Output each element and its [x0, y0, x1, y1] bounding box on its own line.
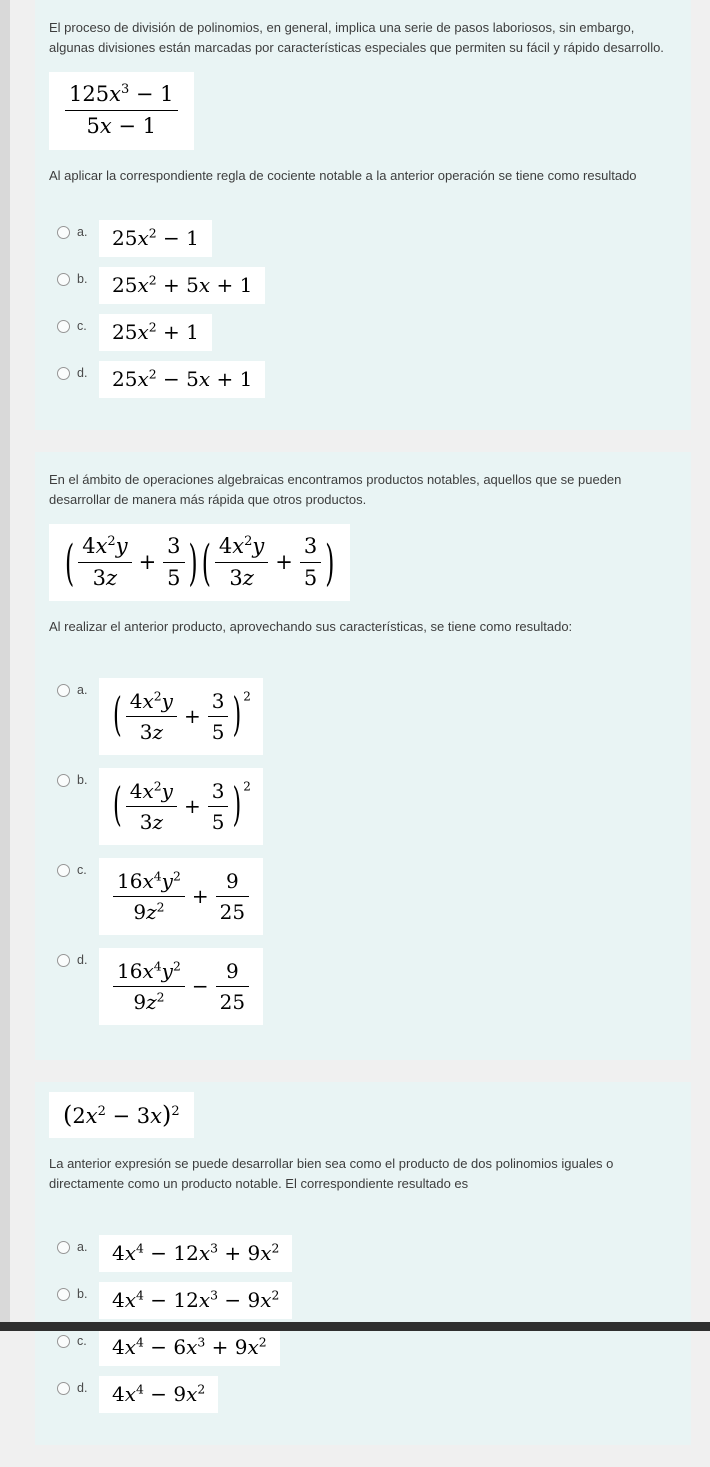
radio-button[interactable]: [57, 1335, 70, 1348]
option-letter: a.: [77, 1239, 88, 1254]
option-letter: c.: [77, 862, 87, 877]
option-formula[interactable]: $4x^4 - 6x^3 + 9x^2$: [99, 1329, 280, 1366]
option-letter: c.: [77, 1333, 87, 1348]
question-intro: El proceso de división de polinomios, en general, implica una serie de pasos laboriosos, sin embargo, algunas divisiones están marcadas por características especiales que permiten su fácil y rápido desarrollo.: [49, 20, 664, 56]
question-prompt: Al aplicar la correspondiente regla de cociente notable a la anterior operación se tiene como resultado: [49, 167, 637, 183]
answer-options: [49, 678, 677, 1025]
quiz-question-list: [35, 0, 691, 1467]
answer-option-c[interactable]: [49, 1329, 677, 1366]
option-formula[interactable]: $25x^2 - 1$: [99, 220, 212, 257]
option-letter: b.: [77, 271, 88, 286]
radio-button[interactable]: [57, 774, 70, 787]
radio-button[interactable]: [57, 367, 70, 380]
question-card-2: [35, 452, 691, 1060]
answer-option-c[interactable]: [49, 858, 677, 935]
radio-button[interactable]: [57, 1382, 70, 1395]
option-formula[interactable]: ( $\frac{4x^2y}{3z}$ + $\frac{3}{5}$ ) $^2$: [99, 768, 263, 845]
radio-button[interactable]: [57, 864, 70, 877]
question-card-1: [35, 0, 691, 430]
option-formula[interactable]: $\frac{16x^4y^2}{9z^2}$ + $\frac{9}{25}$: [99, 858, 263, 935]
question-formula: ( $\frac{4x^2y}{3z}$ + $\frac{3}{5}$ ) ( $\frac{4x^2y}{3z}$ + $\frac{3}{5}$ ): [49, 524, 350, 601]
option-formula[interactable]: $4x^4 - 12x^3 + 9x^2$: [99, 1235, 292, 1272]
radio-button[interactable]: [57, 273, 70, 286]
answer-options: [49, 220, 677, 398]
question-intro: En el ámbito de operaciones algebraicas encontramos productos notables, aquellos que se pueden desarrollar de manera más rápida que otros productos.: [49, 471, 622, 507]
answer-option-b[interactable]: [49, 267, 677, 304]
option-letter: b.: [77, 1286, 88, 1301]
answer-option-a[interactable]: [49, 1235, 677, 1272]
option-letter: b.: [77, 772, 88, 787]
answer-option-d[interactable]: [49, 948, 677, 1025]
radio-button[interactable]: [57, 1241, 70, 1254]
option-formula[interactable]: $25x^2 + 5x + 1$: [99, 267, 265, 304]
question-formula: $\frac{125x^3 - 1}{5x - 1}$: [49, 72, 194, 149]
option-letter: a.: [77, 224, 88, 239]
question-prompt: Al realizar el anterior producto, aprovechando sus características, se tiene como resultado:: [49, 619, 573, 635]
answer-option-a[interactable]: [49, 220, 677, 257]
answer-option-a[interactable]: [49, 678, 677, 755]
radio-button[interactable]: [57, 684, 70, 697]
option-formula[interactable]: $4x^4 - 12x^3 - 9x^2$: [99, 1282, 292, 1319]
option-formula[interactable]: $25x^2 + 1$: [99, 314, 212, 351]
radio-button[interactable]: [57, 320, 70, 333]
option-formula[interactable]: $\frac{16x^4y^2}{9z^2}$ − $\frac{9}{25}$: [99, 948, 263, 1025]
answer-option-d[interactable]: [49, 361, 677, 398]
page-left-gutter: [0, 0, 10, 1331]
question-card-3: [35, 1082, 691, 1445]
option-letter: d.: [77, 952, 88, 967]
radio-button[interactable]: [57, 226, 70, 239]
radio-button[interactable]: [57, 954, 70, 967]
option-formula[interactable]: $25x^2 - 5x + 1$: [99, 361, 265, 398]
question-prompt: La anterior expresión se puede desarrollar bien sea como el producto de dos polinomios iguales o directamente como un producto notable. El correspondiente resultado es: [49, 1156, 614, 1192]
question-formula: $(2x^2 - 3x)^2$: [49, 1092, 194, 1139]
option-letter: d.: [77, 365, 88, 380]
option-formula[interactable]: $4x^4 - 9x^2$: [99, 1376, 218, 1413]
answer-option-b[interactable]: [49, 768, 677, 845]
answer-option-c[interactable]: [49, 314, 677, 351]
bottom-window-edge: [0, 1322, 710, 1331]
answer-option-b[interactable]: [49, 1282, 677, 1319]
answer-option-d[interactable]: [49, 1376, 677, 1413]
option-letter: a.: [77, 682, 88, 697]
option-letter: c.: [77, 318, 87, 333]
option-formula[interactable]: ( $\frac{4x^2y}{3z}$ + $\frac{3}{5}$ ) $^2$: [99, 678, 263, 755]
option-letter: d.: [77, 1380, 88, 1395]
radio-button[interactable]: [57, 1288, 70, 1301]
